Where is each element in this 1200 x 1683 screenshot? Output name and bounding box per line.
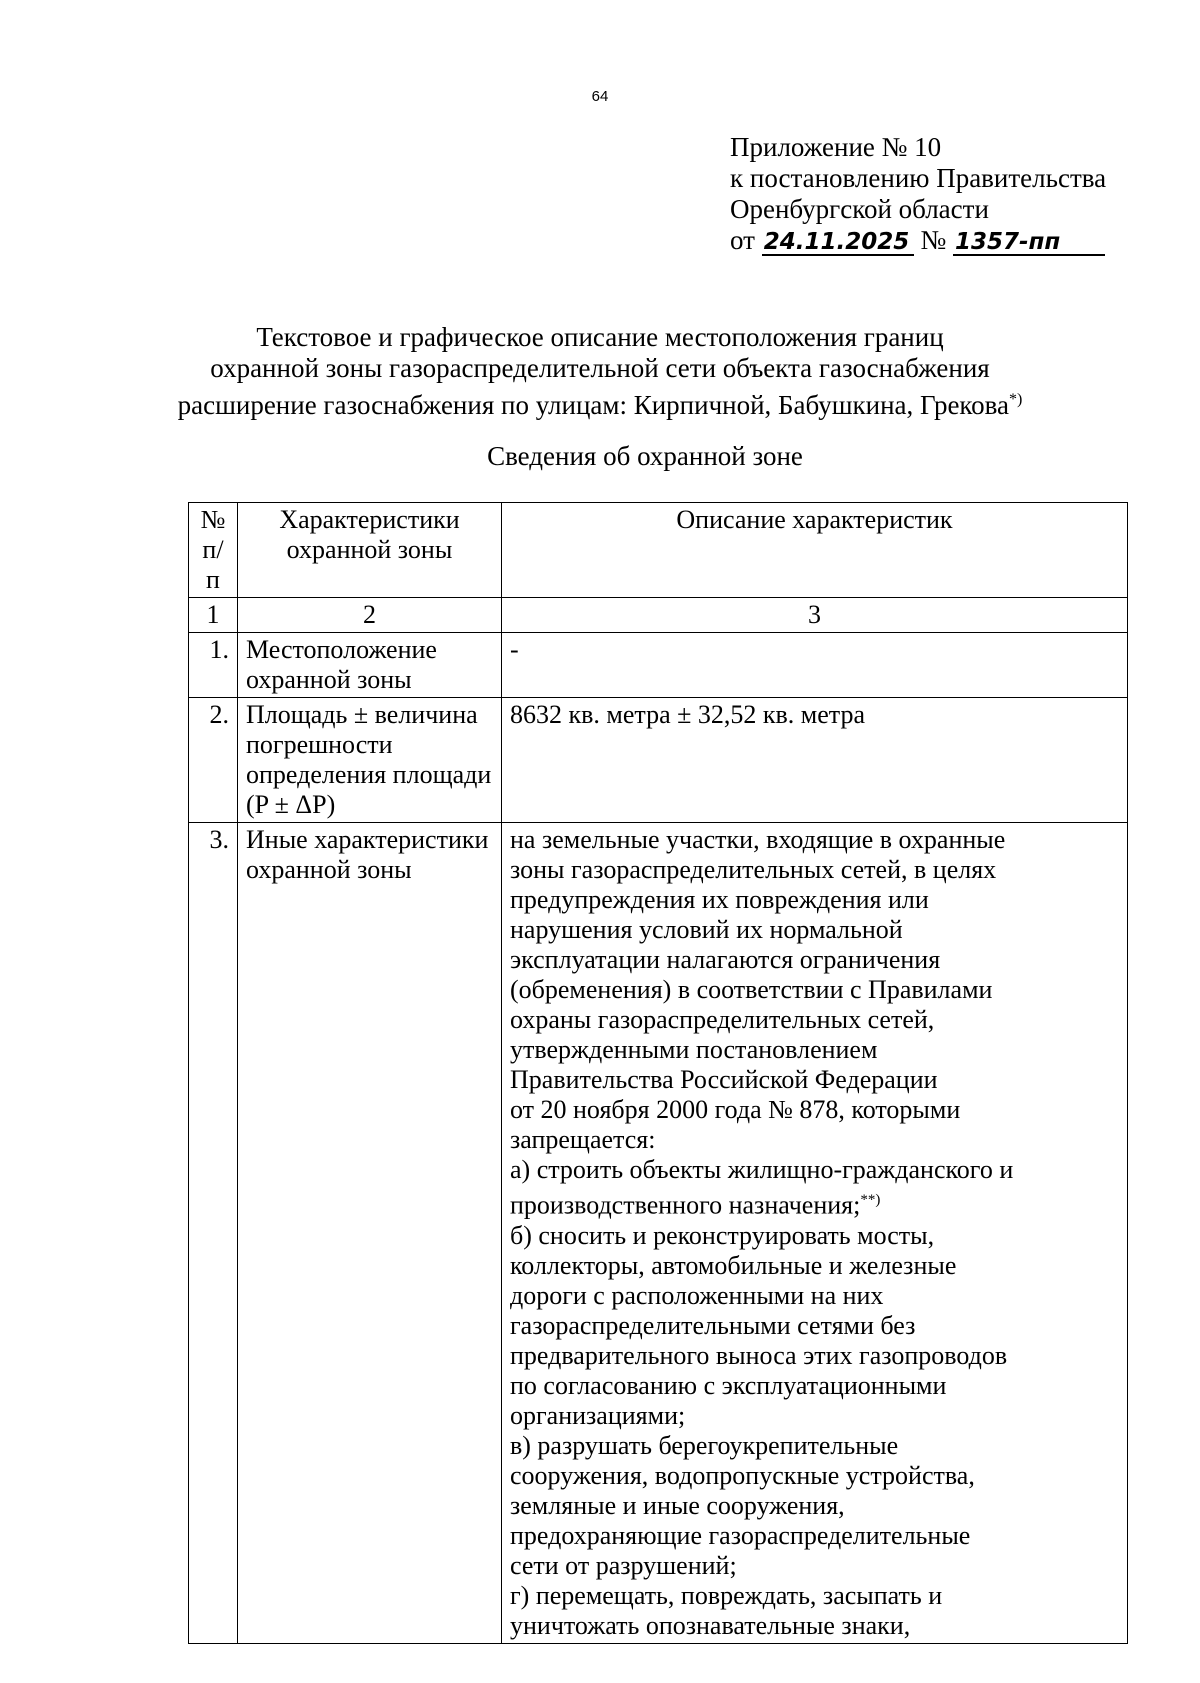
table-row — [189, 698, 1128, 823]
appendix-line-3: Оренбургской области — [730, 194, 989, 224]
title-footnote-mark: *) — [1009, 391, 1023, 408]
row-3-desc-line: организациями; — [510, 1400, 686, 1430]
row-3-desc-line: по согласованию с эксплуатационными — [510, 1370, 947, 1400]
row-3-desc-line: коллекторы, автомобильные и железные — [510, 1250, 957, 1280]
desc-footnote-mark: **) — [860, 1192, 881, 1208]
row-3-desc-line: предварительного выноса этих газопроводов — [510, 1340, 1008, 1370]
appendix-date-line — [730, 225, 1106, 256]
row-3-desc-line: земляные и иные сооружения, — [510, 1490, 845, 1520]
index-cell-3: 3 — [502, 598, 1128, 633]
row-3-desc-line: производственного назначения; — [510, 1190, 861, 1220]
handwritten-date: 24.11.2025 — [762, 230, 914, 256]
document-title — [0, 322, 1200, 421]
row-1-char-line: Местоположение — [246, 635, 437, 664]
page-number: 64 — [591, 88, 609, 105]
table-row — [189, 633, 1128, 698]
row-3-characteristic — [238, 823, 502, 1644]
row-3-desc-line: от 20 ноября 2000 года № 878, которыми — [510, 1095, 961, 1124]
row-2-description: 8632 кв. метра ± 32,52 кв. метра — [502, 698, 1128, 823]
row-3-desc-line: Правительства Российской Федерации — [510, 1065, 938, 1094]
table-row — [189, 823, 1128, 1644]
header-char-line-2: охранной зоны — [286, 535, 453, 564]
zone-table — [188, 502, 1128, 1644]
table-index-row — [189, 598, 1128, 633]
title-line-2: охранной зоны газораспределительной сети объекта газоснабжения — [210, 353, 990, 383]
row-3-desc-line: а) строить объекты жилищно-гражданского и — [510, 1155, 1014, 1184]
title-line-3 — [0, 384, 1200, 421]
row-3-desc-line: дороги с расположенными на них — [510, 1280, 884, 1310]
appendix-line-2: к постановлению Правительства — [730, 163, 1107, 193]
section-subtitle: Сведения об охранной зоне — [487, 441, 803, 471]
row-1-characteristic — [238, 633, 502, 698]
header-num-line-1: № — [200, 505, 226, 534]
table-header-row — [189, 503, 1128, 598]
header-description: Описание характеристик — [502, 503, 1128, 598]
row-2-char-line: погрешности — [246, 730, 393, 759]
index-cell-2: 2 — [238, 598, 502, 633]
row-2-char-line: (P ± ΔP) — [246, 790, 336, 819]
handwritten-number: 1357-пп — [953, 230, 1105, 256]
row-2-characteristic — [238, 698, 502, 823]
row-3-char-line: охранной зоны — [246, 855, 412, 884]
row-3-desc-line-with-note — [510, 1185, 1119, 1221]
row-2-char-line: определения площади — [246, 760, 492, 789]
row-3-desc-line: газораспределительными сетями без — [510, 1310, 916, 1340]
row-2-char-line: Площадь ± величина — [246, 700, 478, 729]
row-2-num: 2. — [189, 698, 238, 823]
row-3-desc-line: предохраняющие газораспределительные — [510, 1520, 971, 1550]
appendix-block — [730, 132, 1106, 256]
row-3-description — [502, 823, 1128, 1644]
row-1-char-line: охранной зоны — [246, 665, 412, 694]
row-3-desc-line: на земельные участки, входящие в охранные — [510, 825, 1006, 854]
header-num-line-2: п/п — [202, 535, 224, 594]
row-3-desc-line: г) перемещать, повреждать, засыпать и — [510, 1580, 943, 1610]
row-3-num: 3. — [189, 823, 238, 1644]
row-3-desc-line: эксплуатации налагаются ограничения — [510, 945, 941, 974]
title-line-3-text: расширение газоснабжения по улицам: Кирпичной, Бабушкина, Грекова — [177, 390, 1010, 420]
row-3-desc-line: охраны газораспределительных сетей, — [510, 1005, 935, 1034]
row-3-desc-line: утвержденными постановлением — [510, 1035, 878, 1064]
row-3-desc-line: уничтожать опознавательные знаки, — [510, 1610, 911, 1640]
row-3-desc-line: б) сносить и реконструировать мосты, — [510, 1220, 935, 1250]
row-3-desc-line: в) разрушать берегоукрепительные — [510, 1430, 899, 1460]
from-label: от — [730, 225, 755, 255]
row-3-desc-line: зоны газораспределительных сетей, в целях — [510, 855, 997, 884]
index-cell-1: 1 — [189, 598, 238, 633]
header-characteristics — [238, 503, 502, 598]
row-1-num: 1. — [189, 633, 238, 698]
header-num — [189, 503, 238, 598]
row-3-desc-line: сооружения, водопропускные устройства, — [510, 1460, 975, 1490]
title-line-1: Текстовое и графическое описание местоположения границ — [256, 322, 944, 352]
header-char-line-1: Характеристики — [279, 505, 460, 534]
row-3-desc-line: предупреждения их повреждения или — [510, 885, 929, 914]
row-3-char-line: Иные характеристики — [246, 825, 489, 854]
row-3-desc-line: нарушения условий их нормальной — [510, 915, 903, 944]
row-3-desc-line: (обременения) в соответствии с Правилами — [510, 975, 993, 1004]
row-3-desc-line: сети от разрушений; — [510, 1550, 737, 1580]
appendix-title: Приложение № 10 — [730, 132, 942, 162]
row-3-desc-line: запрещается: — [510, 1125, 656, 1154]
row-1-description: - — [502, 633, 1128, 698]
number-label: № — [920, 225, 947, 255]
